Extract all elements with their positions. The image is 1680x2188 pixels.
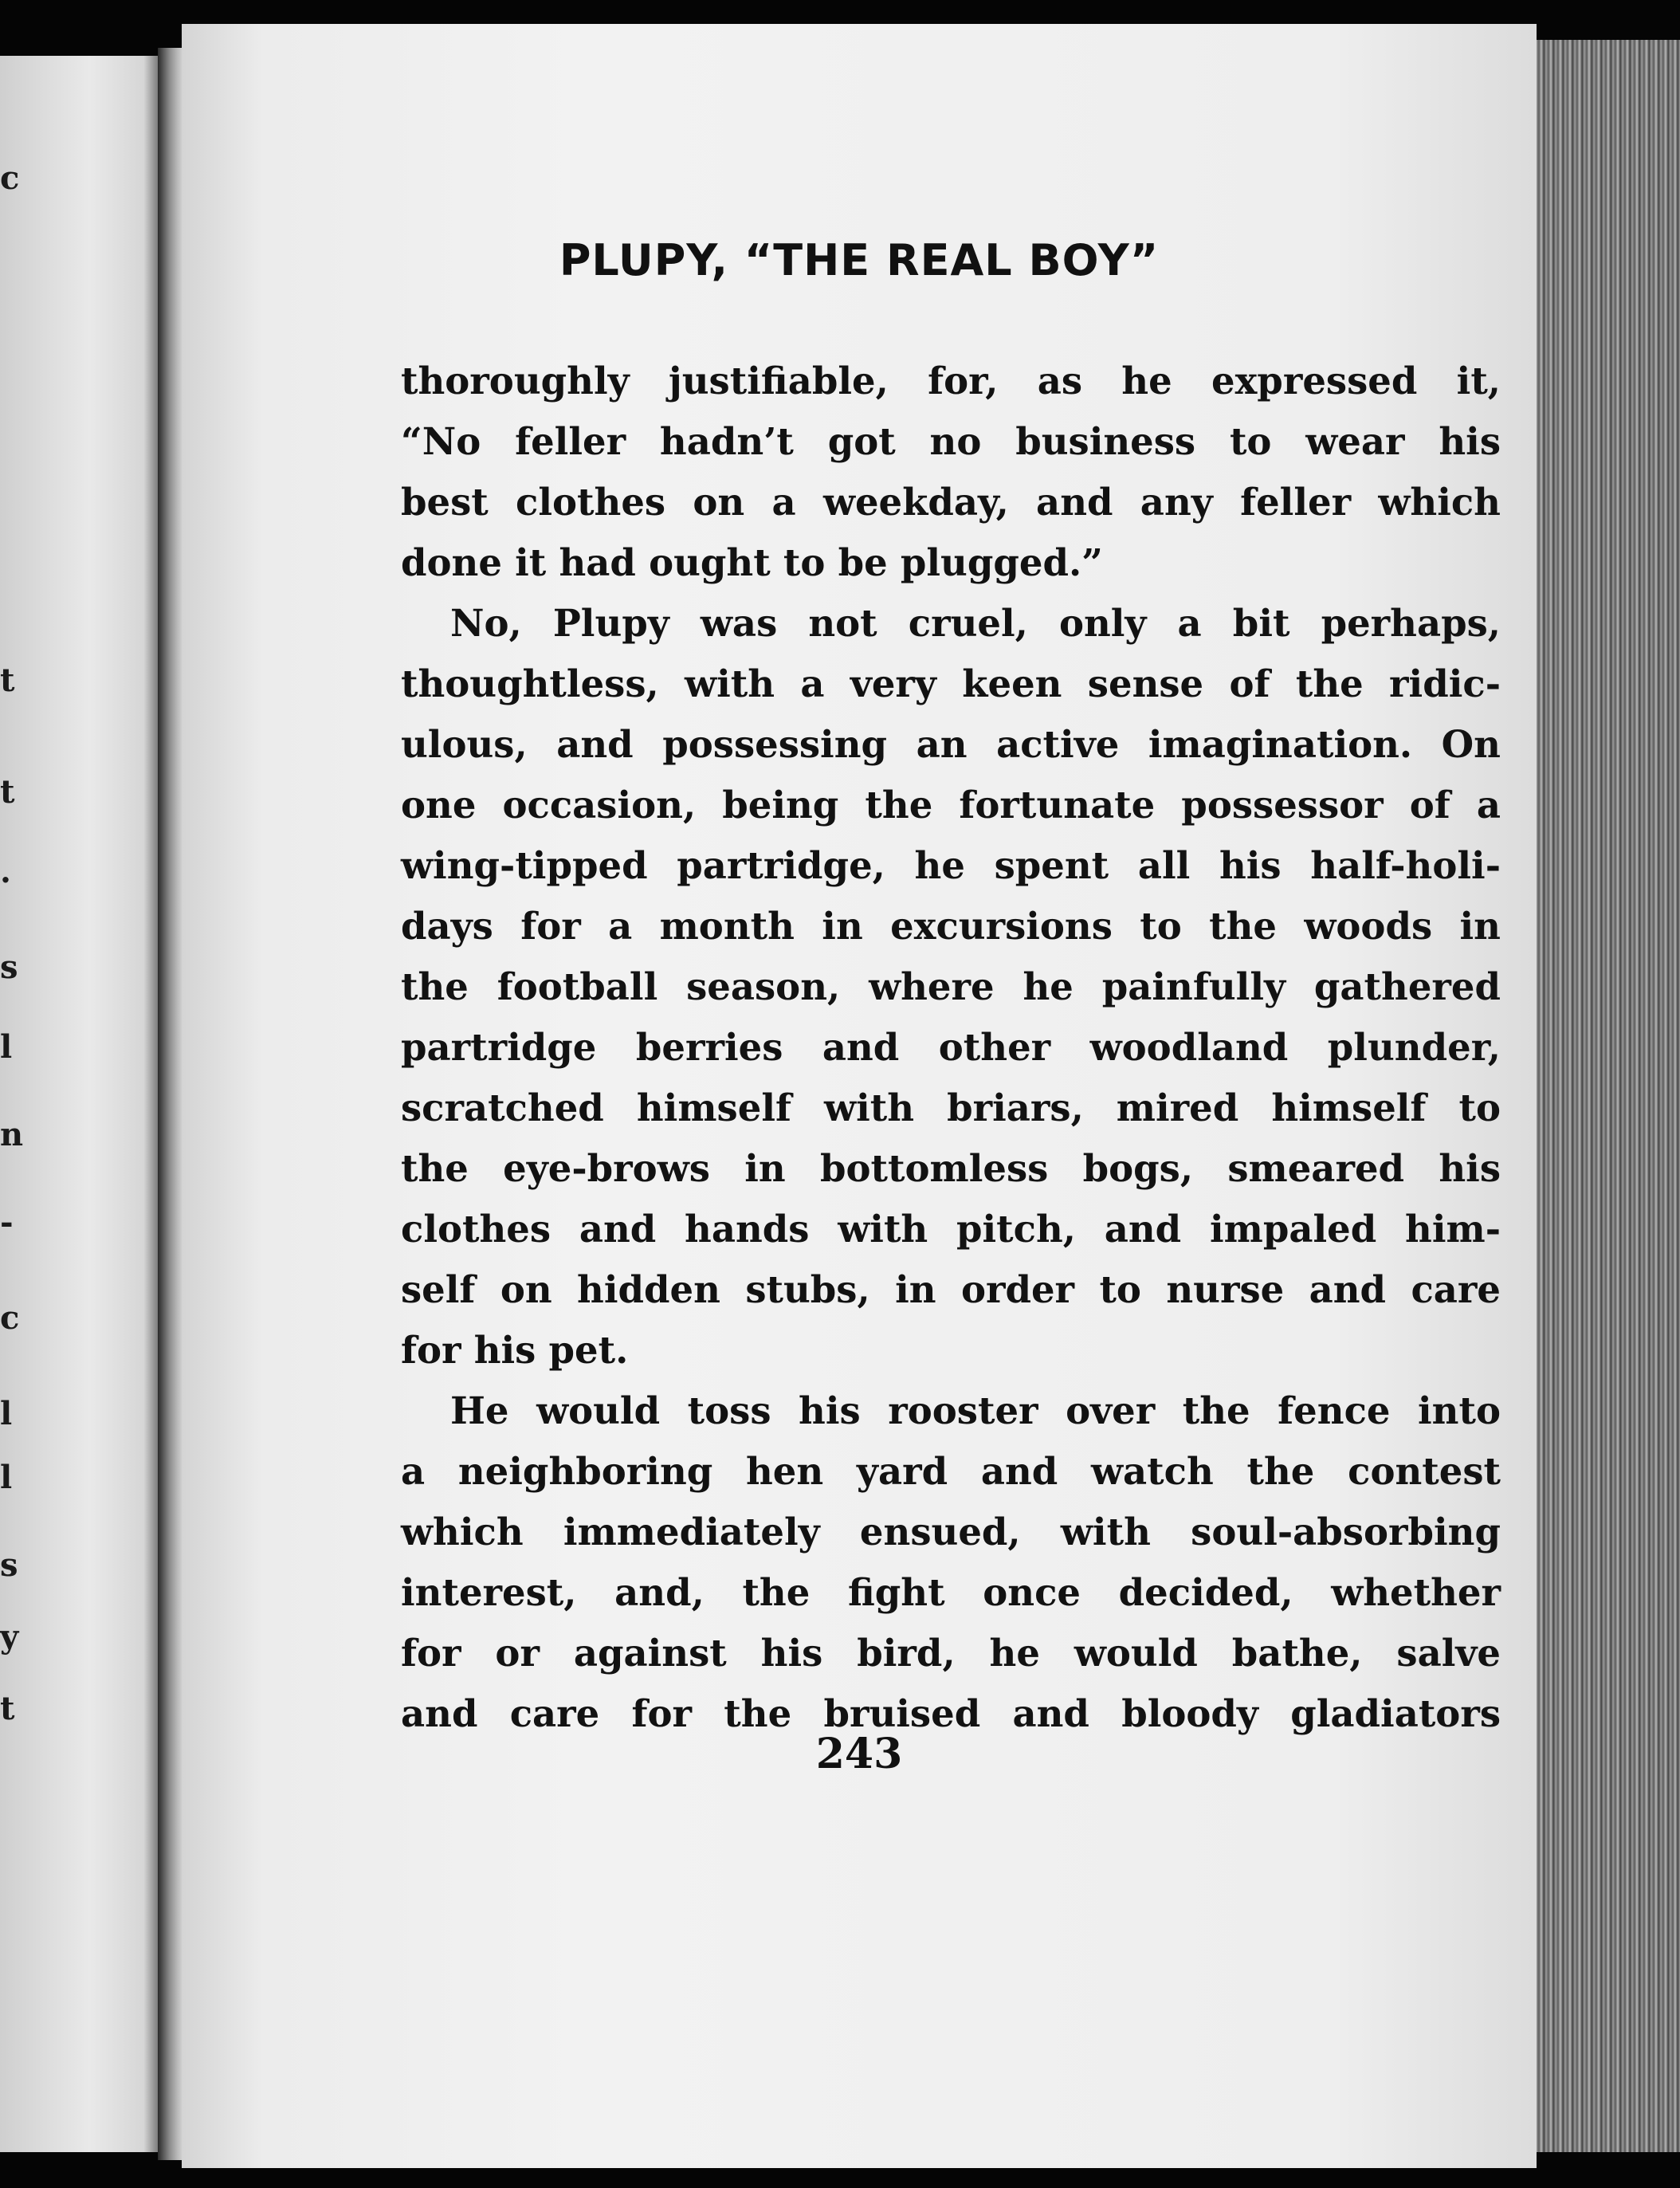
previous-page-letter: s <box>0 949 18 986</box>
running-head: PLUPY, “THE REAL BOY” <box>559 235 1160 285</box>
text-line: thoughtless, with a very keen sense of the ridic- <box>401 662 1501 705</box>
previous-page-letter: l <box>0 1395 13 1432</box>
text-line: the eye-brows in bottomless bogs, smeared his <box>401 1146 1501 1190</box>
previous-page-line-endings <box>0 56 24 2152</box>
previous-page-letter: c <box>0 159 20 197</box>
text-line: thoroughly justifiable, for, as he expressed it, <box>401 359 1501 403</box>
previous-page-letter: l <box>0 1028 13 1066</box>
text-line: a neighboring hen yard and watch the contest <box>401 1449 1501 1493</box>
text-line: ulous, and possessing an active imagination. On <box>401 722 1501 766</box>
text-line: self on hidden stubs, in order to nurse and care <box>401 1267 1501 1311</box>
text-line: “No feller hadn’t got no business to wear his <box>401 419 1501 463</box>
text-line: No, Plupy was not cruel, only a bit perhaps, <box>450 601 1501 645</box>
text-line: He would toss his rooster over the fence into <box>450 1389 1501 1432</box>
previous-page-letter: y <box>0 1618 19 1656</box>
text-line: one occasion, being the fortunate possessor of a <box>401 783 1501 827</box>
text-line: the football season, where he painfully gathered <box>401 964 1501 1008</box>
text-line: and care for the bruised and bloody gladiators <box>401 1691 1501 1735</box>
stacked-page-edges <box>1534 40 1680 2152</box>
previous-page-letter: . <box>0 853 11 890</box>
previous-page-fragment <box>0 56 163 2152</box>
previous-page-letter: t <box>0 1690 15 1727</box>
previous-page-letter: n <box>0 1116 24 1153</box>
text-line: done it had ought to be plugged.” <box>401 540 1103 584</box>
previous-page-letter: - <box>0 1204 14 1241</box>
text-line: best clothes on a weekday, and any feller which <box>401 480 1501 524</box>
text-line: for his pet. <box>401 1328 629 1372</box>
text-line: interest, and, the fight once decided, whether <box>401 1570 1501 1614</box>
text-line: wing-tipped partridge, he spent all his half-holi- <box>401 843 1501 887</box>
page-number: 243 <box>815 1730 903 1778</box>
previous-page-letter: s <box>0 1546 18 1584</box>
text-line: days for a month in excursions to the woods in <box>401 904 1501 948</box>
previous-page-letter: c <box>0 1299 20 1337</box>
text-line: clothes and hands with pitch, and impaled him- <box>401 1207 1501 1251</box>
text-line: scratched himself with briars, mired himself to <box>401 1086 1501 1129</box>
text-line: partridge berries and other woodland plunder, <box>401 1025 1501 1069</box>
previous-page-letter: t <box>0 773 15 811</box>
text-line: which immediately ensued, with soul-absorbing <box>401 1510 1501 1554</box>
previous-page-letter: l <box>0 1459 13 1496</box>
previous-page-letter: t <box>0 662 15 699</box>
text-line: for or against his bird, he would bathe, salve <box>401 1631 1501 1675</box>
book-page <box>182 24 1537 2168</box>
page-body-text <box>401 351 1501 1744</box>
